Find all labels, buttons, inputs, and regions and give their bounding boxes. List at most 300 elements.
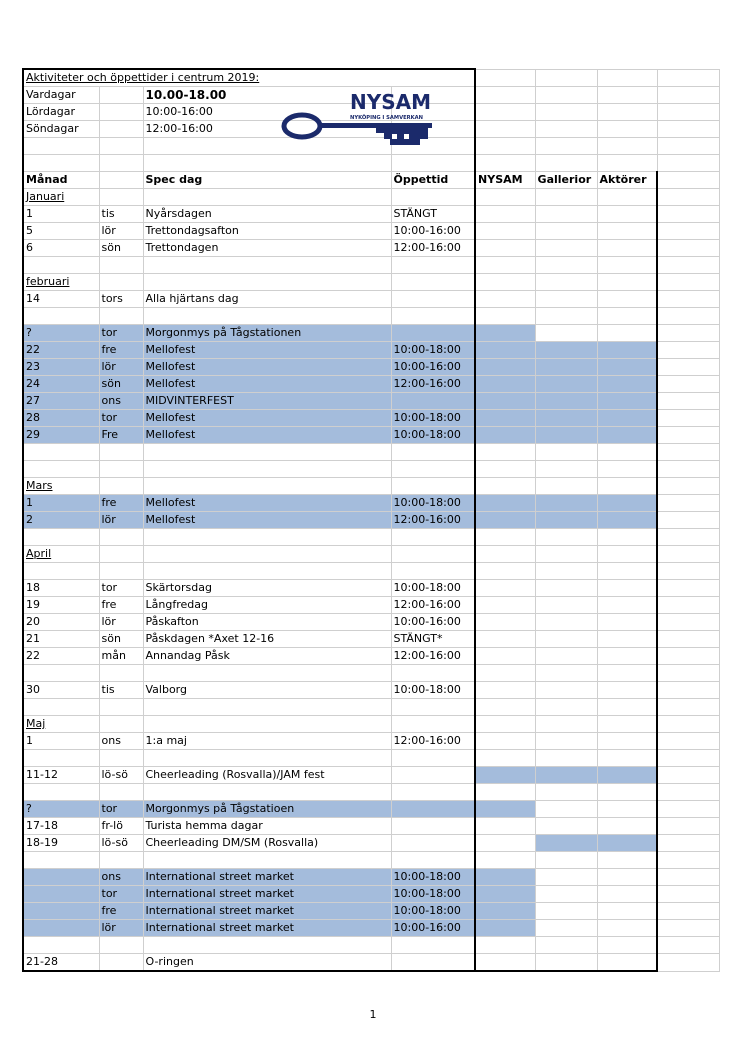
nysam-cell	[475, 614, 535, 631]
hours-cell	[391, 801, 475, 818]
date-cell: 21-28	[23, 954, 99, 972]
date-cell	[23, 886, 99, 903]
event-row	[23, 257, 719, 274]
cell	[391, 155, 475, 172]
gallerior-cell	[535, 393, 597, 410]
cell	[535, 87, 597, 104]
aktorer-cell	[597, 903, 657, 920]
gallerior-cell	[535, 206, 597, 223]
date-cell: 21	[23, 631, 99, 648]
cell	[99, 155, 143, 172]
cell	[475, 155, 535, 172]
aktorer-cell	[597, 733, 657, 750]
date-cell: 1	[23, 733, 99, 750]
gallerior-cell	[535, 427, 597, 444]
nysam-cell	[475, 240, 535, 257]
aktorer-cell	[597, 716, 657, 733]
date-cell: 1	[23, 495, 99, 512]
hours-cell	[391, 835, 475, 852]
weekday-cell	[99, 257, 143, 274]
hours-cell: 12:00-16:00	[391, 240, 475, 257]
cell	[535, 69, 597, 87]
event-row	[23, 852, 719, 869]
cell	[23, 155, 99, 172]
weekday-cell: fr-lö	[99, 818, 143, 835]
date-cell	[23, 750, 99, 767]
hours-cell	[391, 478, 475, 495]
event-row	[23, 767, 719, 784]
date-cell: 30	[23, 682, 99, 699]
aktorer-cell	[597, 495, 657, 512]
date-cell: Mars	[23, 478, 99, 495]
event-cell: Annandag Påsk	[143, 648, 391, 665]
aktorer-cell	[597, 410, 657, 427]
nysam-cell	[475, 223, 535, 240]
cell	[657, 155, 719, 172]
aktorer-cell	[597, 529, 657, 546]
column-header-row	[23, 172, 719, 189]
cell	[657, 240, 719, 257]
event-row	[23, 631, 719, 648]
cell	[657, 750, 719, 767]
hours-cell	[391, 308, 475, 325]
date-cell	[23, 937, 99, 954]
aktorer-cell	[597, 835, 657, 852]
aktorer-cell	[597, 665, 657, 682]
cell	[657, 954, 719, 972]
nysam-cell	[475, 206, 535, 223]
gallerior-cell	[535, 784, 597, 801]
gallerior-cell	[535, 189, 597, 206]
event-cell: Mellofest	[143, 376, 391, 393]
event-row	[23, 869, 719, 886]
nysam-cell	[475, 597, 535, 614]
gallerior-cell	[535, 495, 597, 512]
cell	[657, 818, 719, 835]
cell	[99, 172, 143, 189]
nysam-cell	[475, 733, 535, 750]
hours-time: 10:00-16:00	[143, 104, 391, 121]
date-cell: 23	[23, 359, 99, 376]
cell	[657, 801, 719, 818]
aktorer-cell	[597, 699, 657, 716]
hours-cell: 10:00-16:00	[391, 223, 475, 240]
cell	[535, 138, 597, 155]
weekday-cell: fre	[99, 495, 143, 512]
event-row	[23, 801, 719, 818]
hours-time: 12:00-16:00	[143, 121, 391, 138]
hours-cell: 10:00-18:00	[391, 410, 475, 427]
event-row	[23, 512, 719, 529]
date-cell	[23, 563, 99, 580]
nysam-cell	[475, 291, 535, 308]
gallerior-cell	[535, 648, 597, 665]
gallerior-cell	[535, 750, 597, 767]
cell	[657, 903, 719, 920]
cell	[657, 580, 719, 597]
nysam-cell	[475, 274, 535, 291]
date-cell: 2	[23, 512, 99, 529]
weekday-cell: lör	[99, 359, 143, 376]
hours-cell: 10:00-16:00	[391, 614, 475, 631]
nysam-cell	[475, 631, 535, 648]
event-cell: Turista hemma dagar	[143, 818, 391, 835]
aktorer-cell	[597, 308, 657, 325]
event-cell: Skärtorsdag	[143, 580, 391, 597]
col-aktorer: Aktörer	[597, 172, 657, 189]
col-gallerior: Gallerior	[535, 172, 597, 189]
date-cell: 6	[23, 240, 99, 257]
hours-cell: 10:00-18:00	[391, 682, 475, 699]
gallerior-cell	[535, 733, 597, 750]
gallerior-cell	[535, 597, 597, 614]
cell	[657, 597, 719, 614]
cell	[657, 359, 719, 376]
aktorer-cell	[597, 512, 657, 529]
aktorer-cell	[597, 223, 657, 240]
cell	[657, 427, 719, 444]
col-spec: Spec dag	[143, 172, 391, 189]
date-cell	[23, 852, 99, 869]
date-cell: 27	[23, 393, 99, 410]
aktorer-cell	[597, 240, 657, 257]
hours-cell	[391, 529, 475, 546]
page-number: 1	[369, 1008, 377, 1021]
hours-cell	[391, 325, 475, 342]
date-cell	[23, 903, 99, 920]
aktorer-cell	[597, 342, 657, 359]
hours-cell	[391, 954, 475, 972]
aktorer-cell	[597, 478, 657, 495]
empty-row	[23, 155, 719, 172]
month-row	[23, 478, 719, 495]
weekday-cell	[99, 784, 143, 801]
nysam-cell	[475, 682, 535, 699]
event-cell: Cheerleading DM/SM (Rosvalla)	[143, 835, 391, 852]
month-row	[23, 274, 719, 291]
weekday-cell	[99, 444, 143, 461]
gallerior-cell	[535, 920, 597, 937]
event-cell	[143, 665, 391, 682]
gallerior-cell	[535, 529, 597, 546]
weekday-cell: lör	[99, 614, 143, 631]
event-cell: Trettondagen	[143, 240, 391, 257]
hours-label: Söndagar	[23, 121, 99, 138]
weekday-cell	[99, 563, 143, 580]
nysam-cell	[475, 478, 535, 495]
aktorer-cell	[597, 767, 657, 784]
gallerior-cell	[535, 257, 597, 274]
title-row	[23, 69, 719, 87]
event-row	[23, 529, 719, 546]
event-cell	[143, 852, 391, 869]
aktorer-cell	[597, 546, 657, 563]
aktorer-cell	[597, 393, 657, 410]
nysam-cell	[475, 189, 535, 206]
cell	[657, 206, 719, 223]
cell	[657, 835, 719, 852]
cell	[99, 87, 143, 104]
month-row	[23, 189, 719, 206]
event-row	[23, 699, 719, 716]
weekday-cell: mån	[99, 648, 143, 665]
aktorer-cell	[597, 631, 657, 648]
cell	[475, 69, 535, 87]
cell	[597, 69, 657, 87]
nysam-cell	[475, 784, 535, 801]
weekday-cell: lör	[99, 223, 143, 240]
cell	[657, 87, 719, 104]
weekday-cell	[99, 546, 143, 563]
weekday-cell	[99, 274, 143, 291]
cell	[657, 716, 719, 733]
date-cell: 28	[23, 410, 99, 427]
event-row	[23, 665, 719, 682]
aktorer-cell	[597, 274, 657, 291]
hours-cell	[391, 546, 475, 563]
event-row	[23, 818, 719, 835]
gallerior-cell	[535, 614, 597, 631]
date-cell: februari	[23, 274, 99, 291]
event-row	[23, 342, 719, 359]
gallerior-cell	[535, 835, 597, 852]
weekday-cell	[99, 937, 143, 954]
cell	[99, 121, 143, 138]
event-row	[23, 648, 719, 665]
gallerior-cell	[535, 325, 597, 342]
aktorer-cell	[597, 257, 657, 274]
nysam-cell	[475, 257, 535, 274]
nysam-cell	[475, 665, 535, 682]
cell	[657, 733, 719, 750]
weekday-cell: lör	[99, 512, 143, 529]
month-row	[23, 546, 719, 563]
gallerior-cell	[535, 444, 597, 461]
hours-cell	[391, 784, 475, 801]
gallerior-cell	[535, 818, 597, 835]
weekday-cell: ons	[99, 393, 143, 410]
date-cell: 17-18	[23, 818, 99, 835]
cell	[657, 665, 719, 682]
nysam-cell	[475, 461, 535, 478]
event-cell	[143, 546, 391, 563]
weekday-cell: fre	[99, 903, 143, 920]
cell	[657, 546, 719, 563]
nysam-cell	[475, 563, 535, 580]
date-cell: 29	[23, 427, 99, 444]
weekday-cell: tor	[99, 410, 143, 427]
date-cell	[23, 920, 99, 937]
nysam-cell	[475, 359, 535, 376]
date-cell	[23, 461, 99, 478]
cell	[657, 784, 719, 801]
date-cell: 18	[23, 580, 99, 597]
event-row	[23, 444, 719, 461]
event-row	[23, 954, 719, 972]
weekday-cell	[99, 189, 143, 206]
hours-cell	[391, 818, 475, 835]
event-cell	[143, 308, 391, 325]
aktorer-cell	[597, 937, 657, 954]
cell	[657, 512, 719, 529]
cell	[657, 104, 719, 121]
weekday-cell	[99, 716, 143, 733]
event-row	[23, 886, 719, 903]
event-cell: O-ringen	[143, 954, 391, 972]
weekday-cell: ons	[99, 733, 143, 750]
event-row	[23, 308, 719, 325]
event-cell: Mellofest	[143, 410, 391, 427]
cell	[657, 393, 719, 410]
cell	[657, 478, 719, 495]
date-cell	[23, 699, 99, 716]
event-cell: Mellofest	[143, 495, 391, 512]
nysam-cell	[475, 342, 535, 359]
hours-cell: 10:00-18:00	[391, 886, 475, 903]
logo-name: NYSAM	[350, 90, 432, 114]
gallerior-cell	[535, 903, 597, 920]
event-row	[23, 223, 719, 240]
nysam-cell	[475, 767, 535, 784]
gallerior-cell	[535, 461, 597, 478]
event-cell	[143, 699, 391, 716]
weekday-cell	[99, 461, 143, 478]
event-row	[23, 784, 719, 801]
gallerior-cell	[535, 852, 597, 869]
hours-cell: 12:00-16:00	[391, 733, 475, 750]
sheet-title: Aktiviteter och öppettider i centrum 2019:	[23, 69, 475, 87]
hours-cell: 12:00-16:00	[391, 597, 475, 614]
event-cell: Mellofest	[143, 512, 391, 529]
cell	[657, 69, 719, 87]
nysam-cell	[475, 648, 535, 665]
cell	[657, 308, 719, 325]
nysam-cell	[475, 308, 535, 325]
nysam-cell	[475, 580, 535, 597]
weekday-cell: tor	[99, 580, 143, 597]
nysam-cell	[475, 801, 535, 818]
hours-cell	[391, 699, 475, 716]
col-month: Månad	[23, 172, 99, 189]
cell	[657, 172, 719, 189]
cell	[657, 767, 719, 784]
nysam-cell	[475, 529, 535, 546]
hours-cell	[391, 444, 475, 461]
gallerior-cell	[535, 308, 597, 325]
event-row	[23, 614, 719, 631]
event-row	[23, 563, 719, 580]
hours-cell	[391, 257, 475, 274]
hours-cell	[391, 291, 475, 308]
hours-cell: 10:00-16:00	[391, 359, 475, 376]
event-cell: 1:a maj	[143, 733, 391, 750]
hours-cell: 10:00-18:00	[391, 580, 475, 597]
cell	[475, 104, 535, 121]
date-cell: 22	[23, 342, 99, 359]
gallerior-cell	[535, 954, 597, 972]
date-cell: 20	[23, 614, 99, 631]
gallerior-cell	[535, 376, 597, 393]
nysam-cell	[475, 716, 535, 733]
weekday-cell: sön	[99, 631, 143, 648]
weekday-cell: tors	[99, 291, 143, 308]
gallerior-cell	[535, 223, 597, 240]
event-row	[23, 410, 719, 427]
nysam-cell	[475, 495, 535, 512]
cell	[657, 869, 719, 886]
cell	[657, 189, 719, 206]
event-cell	[143, 784, 391, 801]
event-row	[23, 206, 719, 223]
cell	[657, 614, 719, 631]
event-cell	[143, 478, 391, 495]
weekday-cell: tor	[99, 325, 143, 342]
event-row	[23, 376, 719, 393]
event-cell: Mellofest	[143, 427, 391, 444]
date-cell: 24	[23, 376, 99, 393]
nysam-cell	[475, 920, 535, 937]
gallerior-cell	[535, 682, 597, 699]
cell	[657, 342, 719, 359]
event-cell: International street market	[143, 903, 391, 920]
weekday-cell	[99, 699, 143, 716]
cell	[657, 699, 719, 716]
gallerior-cell	[535, 512, 597, 529]
gallerior-cell	[535, 869, 597, 886]
weekday-cell	[99, 954, 143, 972]
event-cell: International street market	[143, 920, 391, 937]
event-cell: Mellofest	[143, 342, 391, 359]
nysam-cell	[475, 852, 535, 869]
nysam-cell	[475, 393, 535, 410]
gallerior-cell	[535, 716, 597, 733]
event-row	[23, 495, 719, 512]
event-row	[23, 461, 719, 478]
cell	[657, 461, 719, 478]
gallerior-cell	[535, 699, 597, 716]
event-cell	[143, 716, 391, 733]
date-cell: 1	[23, 206, 99, 223]
event-cell: Morgonmys på Tågstatioen	[143, 801, 391, 818]
date-cell	[23, 665, 99, 682]
weekday-cell	[99, 665, 143, 682]
gallerior-cell	[535, 886, 597, 903]
cell	[143, 155, 391, 172]
event-cell	[143, 937, 391, 954]
hours-cell	[391, 189, 475, 206]
cell	[657, 631, 719, 648]
weekday-cell: tis	[99, 682, 143, 699]
cell	[597, 121, 657, 138]
date-cell	[23, 869, 99, 886]
gallerior-cell	[535, 665, 597, 682]
event-cell	[143, 461, 391, 478]
event-cell: Valborg	[143, 682, 391, 699]
event-cell: Morgonmys på Tågstationen	[143, 325, 391, 342]
event-row	[23, 240, 719, 257]
event-row	[23, 920, 719, 937]
event-row	[23, 427, 719, 444]
date-cell: ?	[23, 325, 99, 342]
aktorer-cell	[597, 648, 657, 665]
event-row	[23, 835, 719, 852]
gallerior-cell	[535, 767, 597, 784]
aktorer-cell	[597, 291, 657, 308]
aktorer-cell	[597, 818, 657, 835]
event-row	[23, 359, 719, 376]
schedule-spreadsheet	[22, 68, 720, 972]
gallerior-cell	[535, 359, 597, 376]
